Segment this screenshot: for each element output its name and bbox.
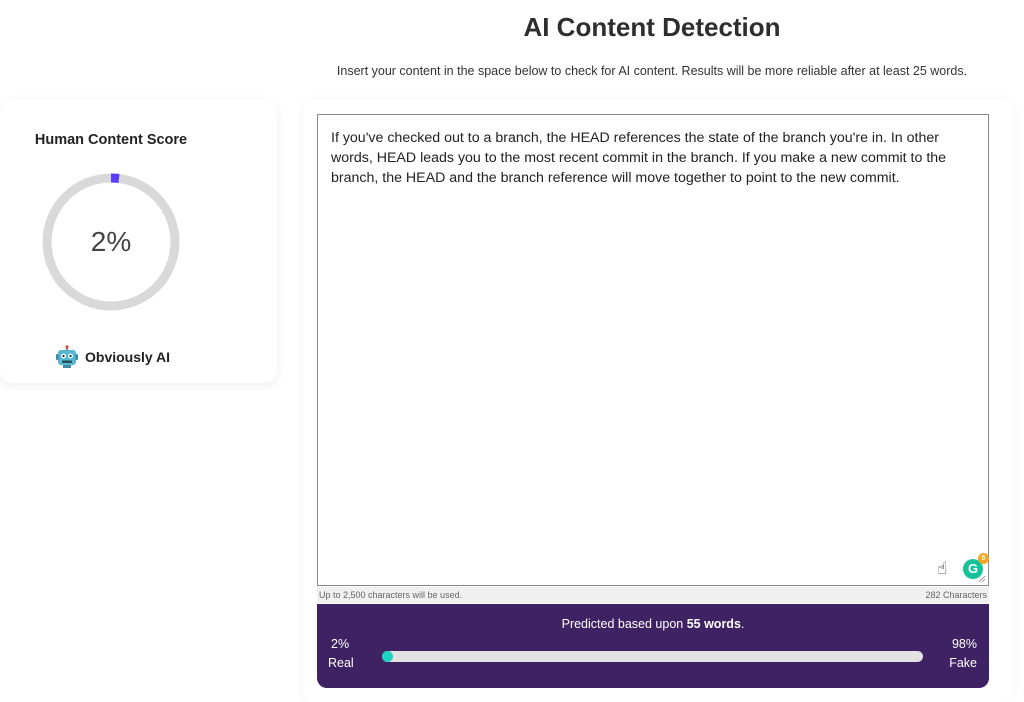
real-percent: 2% — [331, 637, 350, 651]
score-title: Human Content Score — [34, 132, 188, 148]
score-value: 2% — [90, 226, 132, 257]
human-score-card — [0, 100, 277, 383]
char-count: 282 Characters — [925, 590, 987, 600]
prediction-bar — [382, 651, 923, 662]
page-title: AI Content Detection — [523, 12, 781, 42]
grammarly-badge-icon: 5 — [978, 553, 989, 564]
page-subtitle: Insert your content in the space below to check for AI content. Results will be more reliable after at least 25 words. — [336, 64, 968, 78]
content-textarea[interactable] — [317, 114, 989, 586]
verdict-label: Obviously AI — [85, 349, 171, 365]
prediction-bar-fill — [382, 651, 393, 662]
pointing-hand-icon[interactable]: ☝ — [937, 559, 948, 578]
grammarly-icon[interactable]: G 5 — [963, 559, 983, 579]
verdict — [55, 345, 170, 369]
result-panel — [317, 604, 989, 688]
fake-label: Fake — [949, 656, 977, 670]
resize-handle-icon[interactable] — [978, 575, 986, 583]
real-label: Real — [328, 656, 354, 670]
fake-percent: 98% — [951, 637, 977, 651]
predicted-text — [317, 617, 989, 631]
score-ring — [41, 172, 181, 312]
predicted-suffix: . — [740, 617, 745, 631]
predicted-prefix: Predicted based upon — [561, 617, 687, 631]
word-count: 55 words — [686, 617, 741, 631]
editor-card — [303, 100, 1013, 702]
char-limit-note: Up to 2,500 characters will be used. — [319, 590, 463, 600]
info-strip — [317, 587, 989, 603]
content-text[interactable]: If you've checked out to a branch, the HEAD references the state of the branch you're in. In other words, HEAD leads you to the most recent commit in the branch. If you make a new commit to the branch, the HEAD and the branch reference will move together to point to the new commit. — [331, 130, 947, 186]
robot-icon — [55, 345, 79, 369]
